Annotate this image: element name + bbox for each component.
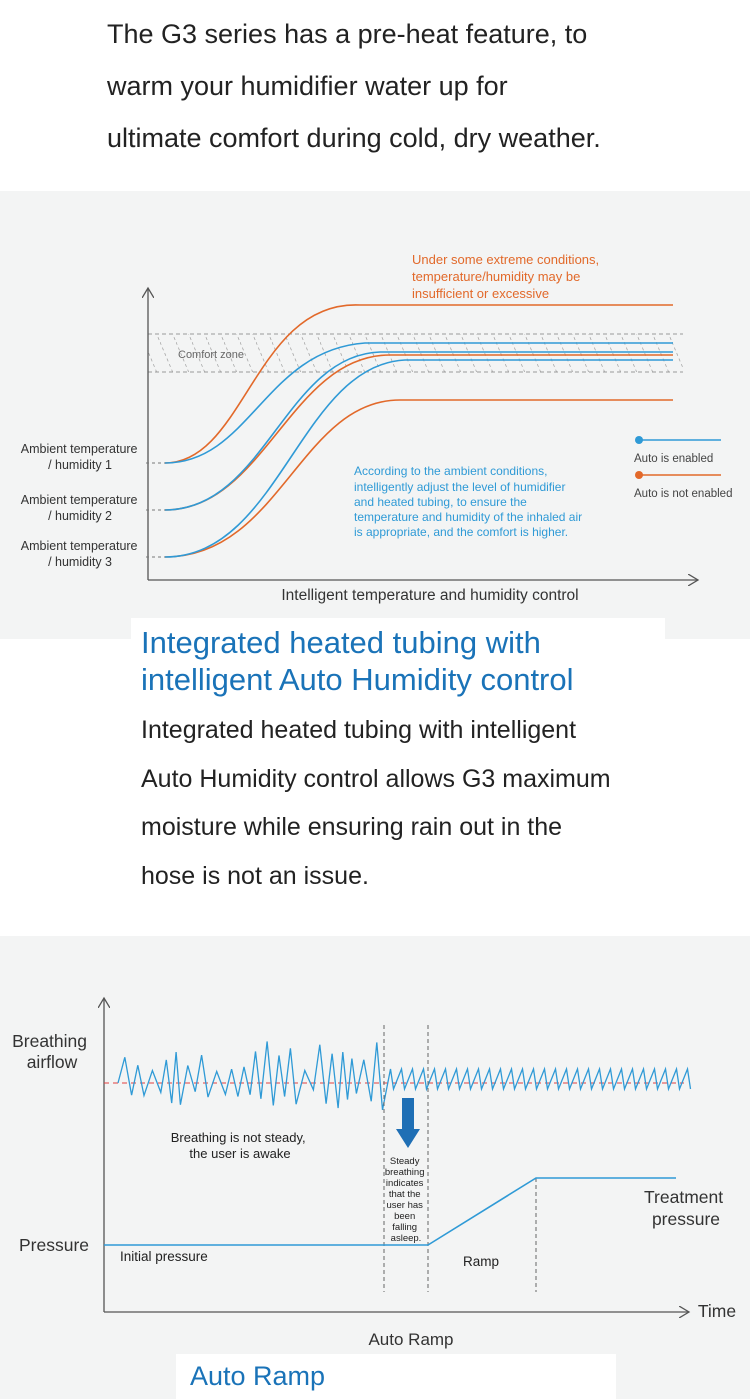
section-body-line: hose is not an issue. xyxy=(141,861,369,890)
auto-ramp-diagram xyxy=(12,998,736,1349)
ambient-label-2: Ambient temperature / humidity 2 xyxy=(20,493,138,523)
ambient-label-1: Ambient temperature / humidity 1 xyxy=(20,442,138,472)
section-heading xyxy=(141,624,574,698)
ramp-label: Ramp xyxy=(462,1254,500,1269)
section-heading-line: Integrated heated tubing with xyxy=(141,625,541,660)
curve-not-enabled-1 xyxy=(165,305,673,463)
legend-enabled-label: Auto is enabled xyxy=(634,453,714,465)
comfort-zone-label: Comfort zone xyxy=(178,349,245,361)
auto-adjust-note: According to the ambient conditions, intelligently adjust the level of humidifier and heated tubing, to ensure the temperature and humidity of the inhaled air is appropriate, and the comfort is higher. xyxy=(354,464,583,539)
ambient-label-3: Ambient temperature / humidity 3 xyxy=(20,539,138,569)
section-heading-line: intelligent Auto Humidity control xyxy=(141,662,574,697)
legend xyxy=(634,436,732,500)
section-body-line: moisture while ensuring rain out in the xyxy=(141,813,563,841)
initial-pressure-label: Initial pressure xyxy=(120,1249,208,1264)
not-steady-label: Breathing is not steady, the user is awake xyxy=(170,1130,306,1161)
down-arrow-icon xyxy=(396,1098,420,1148)
pressure-label: Pressure xyxy=(18,1235,90,1255)
treatment-pressure-label: Treatment pressure xyxy=(644,1187,724,1229)
section-body-line: Auto Humidity control allows G3 maximum xyxy=(141,764,611,793)
auto-ramp-caption: Auto Ramp xyxy=(368,1330,454,1349)
time-label: Time xyxy=(697,1301,737,1321)
intro-line: warm your humidifier water up for xyxy=(107,71,508,101)
auto-ramp-title: Auto Ramp xyxy=(190,1361,326,1391)
intro-line: The G3 series has a pre-heat feature, to xyxy=(107,19,588,49)
intro-line: ultimate comfort during cold, dry weather. xyxy=(107,123,601,153)
extreme-conditions-note: Under some extreme conditions, temperature/humidity may be insufficient or excessive xyxy=(412,252,600,301)
humidity-control-diagram xyxy=(21,252,733,604)
section-body xyxy=(141,706,611,900)
x-axis-title: Intelligent temperature and humidity control xyxy=(281,587,579,604)
legend-disabled-label: Auto is not enabled xyxy=(634,488,733,500)
steady-breathing-note: Steady breathing indicates that the user has been falling asleep. xyxy=(384,1156,425,1244)
breathing-airflow-label: Breathing airflow xyxy=(12,1031,88,1072)
section-body-line: Integrated heated tubing with intelligent xyxy=(141,716,577,744)
